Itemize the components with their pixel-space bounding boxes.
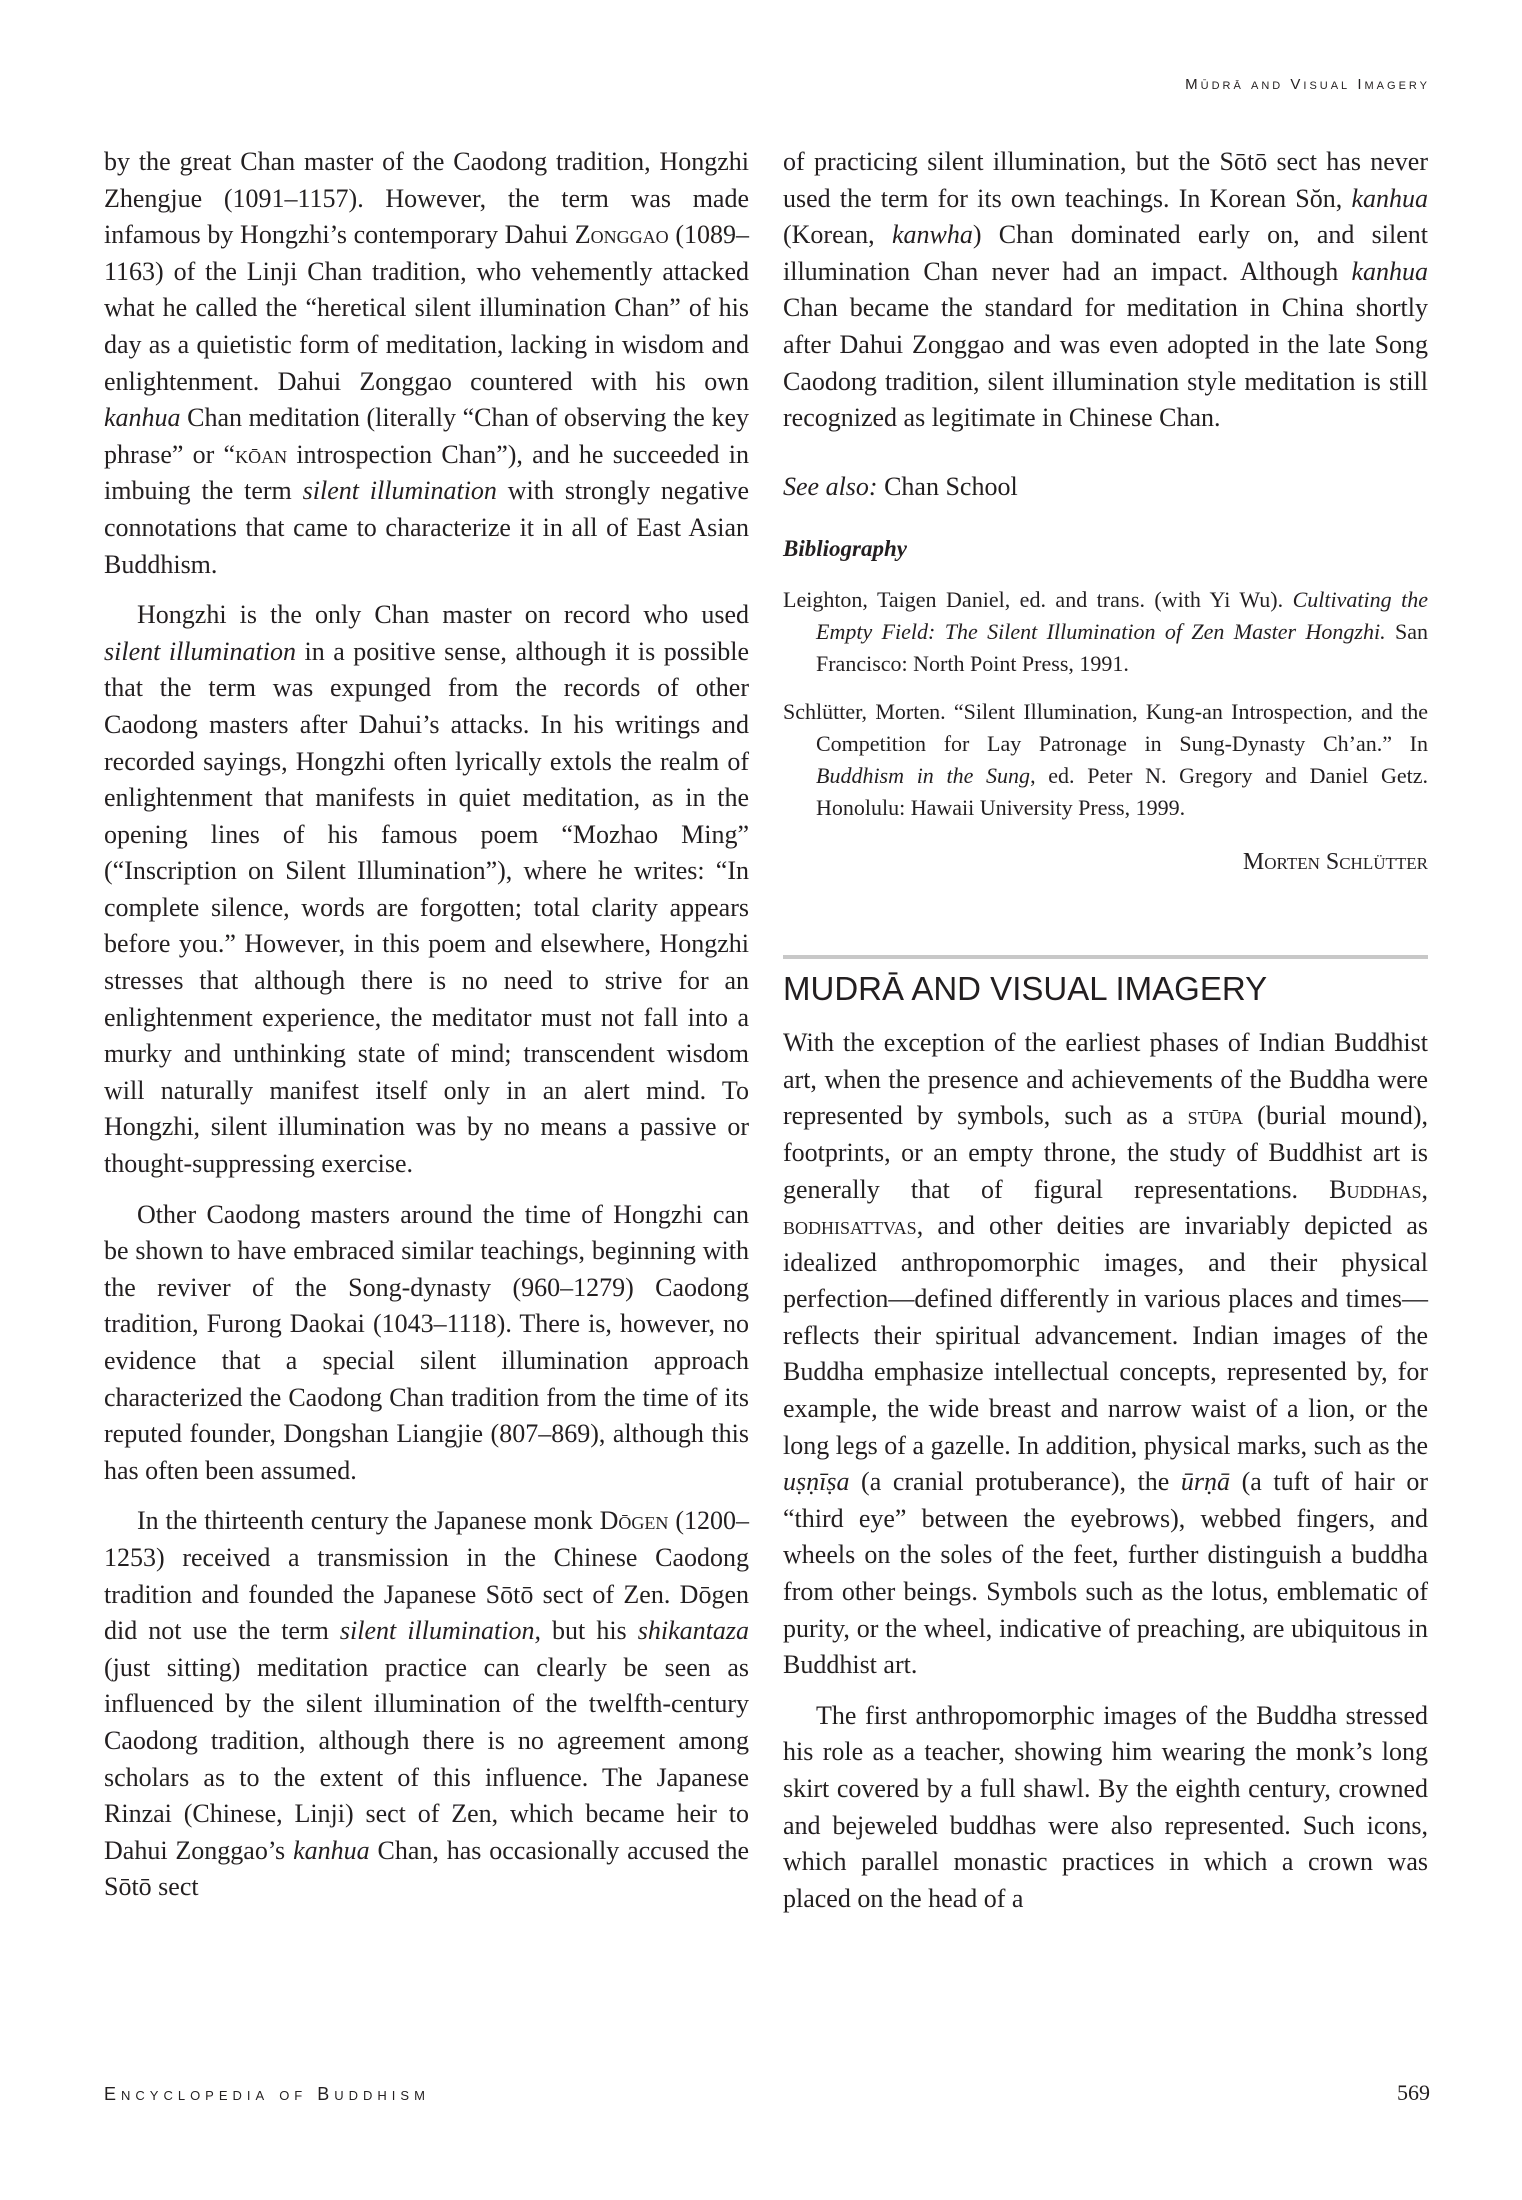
cross-reference-link[interactable]: bodhisattvas	[783, 1211, 917, 1241]
paragraph: With the exception of the earliest phases of Indian Buddhist art, when the presence and achievements of the Buddha were represented by symbols, such as a stūpa (burial mound), footprints, or an empty throne, the study of Buddhist art is generally that of figural representations. Buddhas, bodhisattvas, and other deities are invariably depicted as idealized anthropomorphic images, and their physical perfection—defined differently in various places and times—reflects their spiritual advancement. Indian images of the Buddha emphasize intellectual concepts, represented by, for example, the wide breast and narrow waist of a lion, or the long legs of a gazelle. In addition, physical marks, such as the uṣṇīṣa (a cranial protuberance), the ūrṇā (a tuft of hair or “third eye” between the eyebrows), webbed fingers, and wheels on the soles of the feet, further distinguish a buddha from other beings. Symbols such as the lotus, emblematic of purity, or the wheel, indicative of preaching, are ubiquitous in Buddhist art.	[783, 1028, 1429, 1680]
paragraph: In the thirteenth century the Japanese monk Dōgen (1200–1253) received a transmission in the Chinese Caodong tradition and founded the Japanese Sōtō sect of Zen. Dōgen did not use the term silent illumination, but his shikantaza (just sitting) meditation practice can clearly be seen as influenced by the silent illumination of the twelfth-century Caodong tradition, although there is no agreement among scholars as to the extent of this influence. The Japanese Rinzai (Chinese, Linji) sect of Zen, which became heir to Dahui Zonggao’s kanhua Chan, has occasionally accused the Sōtō sect	[104, 1506, 750, 1902]
cross-reference-link[interactable]: Zonggao	[574, 220, 669, 250]
cross-reference-link[interactable]: kōan	[235, 439, 288, 469]
running-head: Mūdrā and Visual Imagery	[1185, 76, 1430, 93]
author-signature: Morten Schlütter	[1242, 848, 1428, 875]
page-number: 569	[1397, 2080, 1430, 2105]
footer-book-title: Encyclopedia of Buddhism	[104, 2084, 430, 2104]
see-also-link[interactable]: Chan School	[884, 471, 1018, 501]
bibliography-entry: Leighton, Taigen Daniel, ed. and trans. (with Yi Wu). Cultivating the Empty Field: The Silent Illumination of Zen Master Hongzhi. San Francisco: North Point Press, 1991.	[783, 586, 1428, 676]
left-column	[104, 144, 749, 1920]
paragraph: by the great Chan master of the Caodong tradition, Hongzhi Zhengjue (1091–1157). However, the term was made infamous by Hongzhi’s contemporary Dahui Zonggao (1089–1163) of the Linji Chan tradition, who vehemently attacked what he called the “heretical silent illumination Chan” of his day as a quietistic form of meditation, lacking in wisdom and enlightenment. Dahui Zonggao countered with his own kanhua Chan meditation (literally “Chan of observing the key phrase” or “kōan introspection Chan”), and he succeeded in imbuing the term silent illumination with strongly negative connotations that came to characterize it in all of East Asian Buddhism.	[104, 147, 749, 579]
cross-reference-link[interactable]: Dōgen	[599, 1506, 669, 1536]
bibliography-entry: Schlütter, Morten. “Silent Illumination, Kung-an Introspection, and the Competition for Lay Patronage in Sung-Dynasty Ch’an.” In Buddhism in the Sung, ed. Peter N. Gregory and Daniel Getz. Honolulu: Hawaii University Press, 1999.	[783, 698, 1428, 820]
cross-reference-link[interactable]: Buddhas	[1329, 1174, 1422, 1204]
paragraph: The first anthropomorphic images of the Buddha stressed his role as a teacher, showing him wearing the monk’s long skirt covered by a full shawl. By the eighth century, crowned and bejeweled buddhas were also represented. Such icons, which parallel monastic practices in which a crown was placed on the head of a	[783, 1700, 1428, 1913]
see-also-label: See also:	[783, 471, 878, 501]
bibliography-heading: Bibliography	[783, 536, 907, 562]
paragraph: of practicing silent illumination, but the Sōtō sect has never used the term for its own teachings. In Korean Sŏn, kanhua (Korean, kanwha) Chan dominated early on, and silent illumination Chan never had an impact. Although kanhua Chan became the standard for meditation in China shortly after Dahui Zonggao and was even adopted in the late Song Caodong tradition, silent illumination style meditation is still recognized as legitimate in Chinese Chan.	[783, 147, 1428, 433]
entry-divider	[783, 955, 1428, 959]
see-also	[783, 469, 1428, 506]
entry-title: MUDRĀ AND VISUAL IMAGERY	[783, 969, 1268, 1007]
paragraph: Other Caodong masters around the time of Hongzhi can be shown to have embraced similar teachings, beginning with the reviver of the Song-dynasty (960–1279) Caodong tradition, Furong Daokai (1043–1118). There is, however, no evidence that a special silent illumination approach characterized the Caodong Chan tradition from the time of its reputed founder, Dongshan Liangjie (807–869), although this has often been assumed.	[104, 1199, 749, 1485]
paragraph: Hongzhi is the only Chan master on record who used silent illumination in a positive sense, although it is possible that the term was expunged from the records of other Caodong masters after Dahui’s attacks. In his writings and recorded sayings, Hongzhi often lyrically extols the realm of enlightenment that manifests in quiet meditation, as in the opening lines of his famous poem “Mozhao Ming” (“Inscription on Silent Illumination”), where he writes: “In complete silence, words are forgotten; total clarity appears before you.” However, in this poem and elsewhere, Hongzhi stresses that although there is no need to strive for an enlightenment experience, the meditator must not fall into a murky and unthinking state of mind; transcendent wisdom will naturally manifest itself only in an alert mind. To Hongzhi, silent illumination was by no means a passive or thought-suppressing exercise.	[104, 600, 749, 1179]
cross-reference-link[interactable]: stūpa	[1187, 1101, 1244, 1131]
right-column	[783, 144, 1428, 1931]
